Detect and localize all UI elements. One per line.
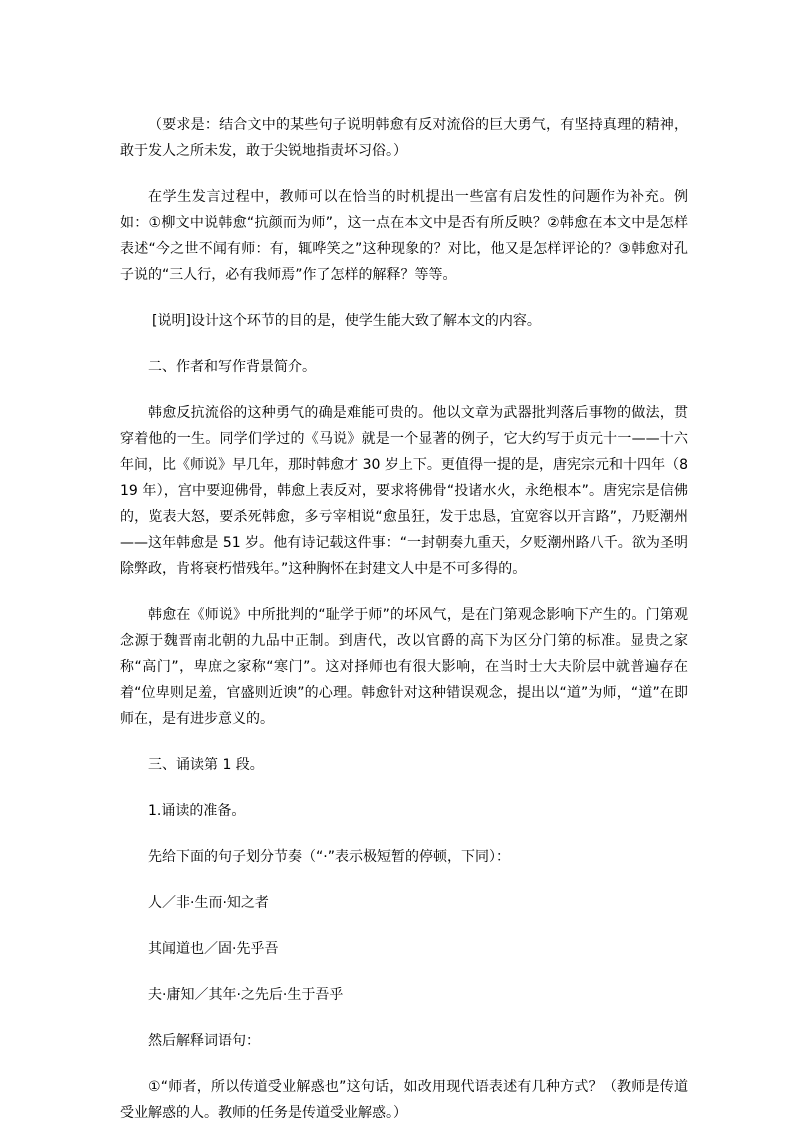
rhythm-example-2: 其闻道也／固·先乎吾 [148, 941, 279, 957]
design-note-paragraph: [说明]设计这个环节的目的是，使学生能大致了解本文的内容。 [152, 313, 541, 329]
section-heading-author: 二、作者和写作背景简介。 [148, 359, 316, 375]
document-body [120, 112, 688, 1146]
section-heading-recitation: 三、诵读第 1 段。 [148, 757, 264, 773]
author-courage-paragraph: 韩愈反抗流俗的这种勇气的确是难能可贵的。他以文章为武器批判落后事物的做法，贯穿着他的一生。同学们学过的《马说》就是一个显著的例子，它大约写于贞元十一——十六年间，比《师说》早几年，那时韩愈才 30 岁上下。更值得一提的是，唐宪宗元和十四年（819 年），宫中要迎佛骨，韩愈上表反对，要求将佛骨“投诸水火，永绝根本”。唐宪宗是信佛的，览表大怒，要杀死韩愈，多亏宰相说“愈虽狂，发于忠恳，宜宽容以开言路”，乃贬潮州——这年韩愈是 51 岁。他有诗记载这件事：“一封朝奏九重天，夕贬潮州路八千。欲为圣明除弊政，肯将衰朽惜残年。”这种胸怀在封建文人中是不可多得的。 [120, 405, 688, 577]
recitation-prep-heading: 1.诵读的准备。 [148, 803, 246, 819]
question-1-paragraph: ①“师者，所以传道受业解惑也”这句话，如改用现代语表述有几种方式？（教师是传道受业解惑的人。教师的任务是传道受业解惑。） [120, 1079, 688, 1121]
class-background-paragraph: 韩愈在《师说》中所批判的“耻学于师”的坏风气，是在门第观念影响下产生的。门第观念源于魏晋南北朝的九品中正制。到唐代，改以官爵的高下为区分门第的标准。显贵之家称“高门”，卑庶之家称“寒门”。这对择师也有很大影响，在当时士大夫阶层中就普遍存在着“位卑则足羞，官盛则近谀”的心理。韩愈针对这种错误观念，提出以“道”为师，“道”在即师在，是有进步意义的。 [120, 607, 688, 727]
rhythm-instruction: 先给下面的句子划分节奏（“·”表示极短暂的停顿，下同）： [148, 849, 510, 865]
word-explanation-heading: 然后解释词语句： [148, 1033, 260, 1049]
rhythm-example-3: 夫·庸知／其年·之先后·生于吾乎 [148, 987, 344, 1003]
rhythm-example-1: 人／非·生而·知之者 [148, 895, 269, 911]
teacher-questions-paragraph: 在学生发言过程中，教师可以在恰当的时机提出一些富有启发性的问题作为补充。例如：①柳文中说韩愈“抗颜而为师”，这一点在本文中是否有所反映？②韩愈在本文中是怎样表述“今之世不闻有师：有，辄哗笑之”这种现象的？对比，他又是怎样评论的？③韩愈对孔子说的“三人行，必有我师焉”作了怎样的解释？等等。 [120, 189, 688, 283]
requirement-paragraph: （要求是：结合文中的某些句子说明韩愈有反对流俗的巨大勇气，有坚持真理的精神，敢于发人之所未发，敢于尖锐地指责坏习俗。） [120, 117, 688, 159]
